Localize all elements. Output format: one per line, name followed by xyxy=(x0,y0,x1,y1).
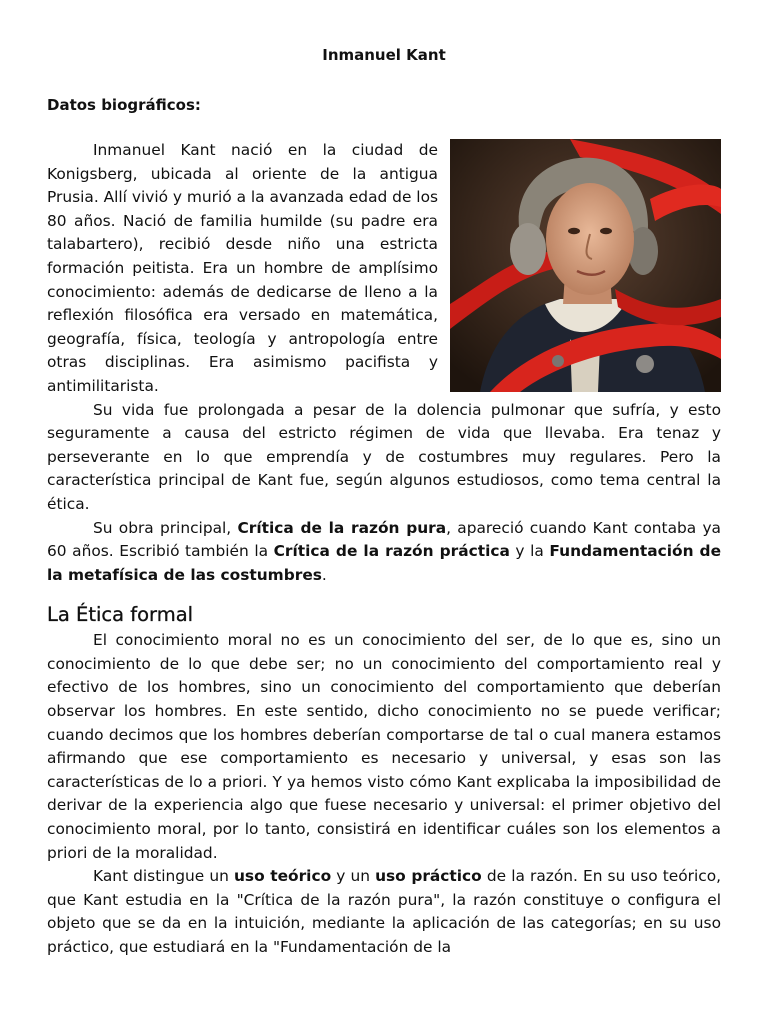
portrait-icon xyxy=(450,139,721,392)
text-run: de la razón. En su uso teórico, que Kant estudia en la "Crítica de la razón pura", la razón constituye o configura el objeto que se da en la intuición, mediante la aplicación de las categorías; en su uso práctico, que estudiará en la "Fundamentación de la xyxy=(47,867,722,956)
text-run: Kant distingue un xyxy=(93,867,234,886)
term-uso-practico: uso práctico xyxy=(375,867,482,886)
section-heading-biography: Datos biográficos: xyxy=(47,96,201,114)
document-title: Inmanuel Kant xyxy=(322,46,446,64)
paragraph-uses-of-reason xyxy=(47,865,721,959)
section-heading-etica-formal: La Ética formal xyxy=(47,603,194,627)
text-run: y la xyxy=(509,542,550,561)
text-run: , apareció cuando Kant contaba ya 60 años. Escribió también la xyxy=(47,518,721,561)
term-uso-teorico: uso teórico xyxy=(233,867,332,886)
text-run: Su obra principal, xyxy=(93,518,238,537)
text-run: y un xyxy=(331,867,376,886)
kant-portrait-image xyxy=(450,139,721,392)
text-run: . xyxy=(321,565,327,584)
paragraph-biography-1: Inmanuel Kant nació en la ciudad de Konigsberg, ubicada al oriente de la antigua Prusia. Allí vivió y murió a la avanzada edad de los 80 años. Nació de familia humilde (su padre era talabartero), recibió desde niño una estricta formación peitista. Era un hombre de amplísimo conocimiento: además de dedicarse de lleno a la reflexión filosófica era versado en matemática, geografía, física, teología y antropología entre otras disciplinas. Era asimismo pacifista y antimilitarista. xyxy=(47,141,439,395)
paragraph-works xyxy=(47,517,721,588)
book-title-critica-razon-pura: Crítica de la razón pura xyxy=(237,518,447,537)
book-title-critica-razon-practica: Crítica de la razón práctica xyxy=(273,542,510,561)
book-title-fundamentacion: Fundamentación de la metafísica de las costumbres xyxy=(47,542,722,584)
paragraph-biography-2: Su vida fue prolongada a pesar de la dolencia pulmonar que sufría, y esto seguramente a causa del estricto régimen de vida que llevaba. Era tenaz y perseverante en lo que emprendía y de costumbres muy regulares. Pero la característica principal de Kant fue, según algunos estudiosos, como tema central la ética. xyxy=(47,400,721,513)
document-body xyxy=(47,94,721,960)
paragraph-moral-knowledge: El conocimiento moral no es un conocimiento del ser, de lo que es, sino un conocimiento de lo que debe ser; no un conocimiento del comportamiento real y efectivo de los hombres, sino un conocimiento del comportamiento que deberían observar los hombres. En este sentido, dicho conocimiento no se puede verificar; cuando decimos que los hombres deberían comportarse de tal o cual manera estamos afirmando que ese comportamiento es necesario y universal, y esas son las características de lo a priori. Y ya hemos visto cómo Kant explicaba la imposibilidad de derivar de la experiencia algo que fuese necesario y universal: el primer objetivo del conocimiento moral, por lo tanto, consistirá en identificar cuáles son los elementos a priori de la moralidad. xyxy=(47,631,721,862)
